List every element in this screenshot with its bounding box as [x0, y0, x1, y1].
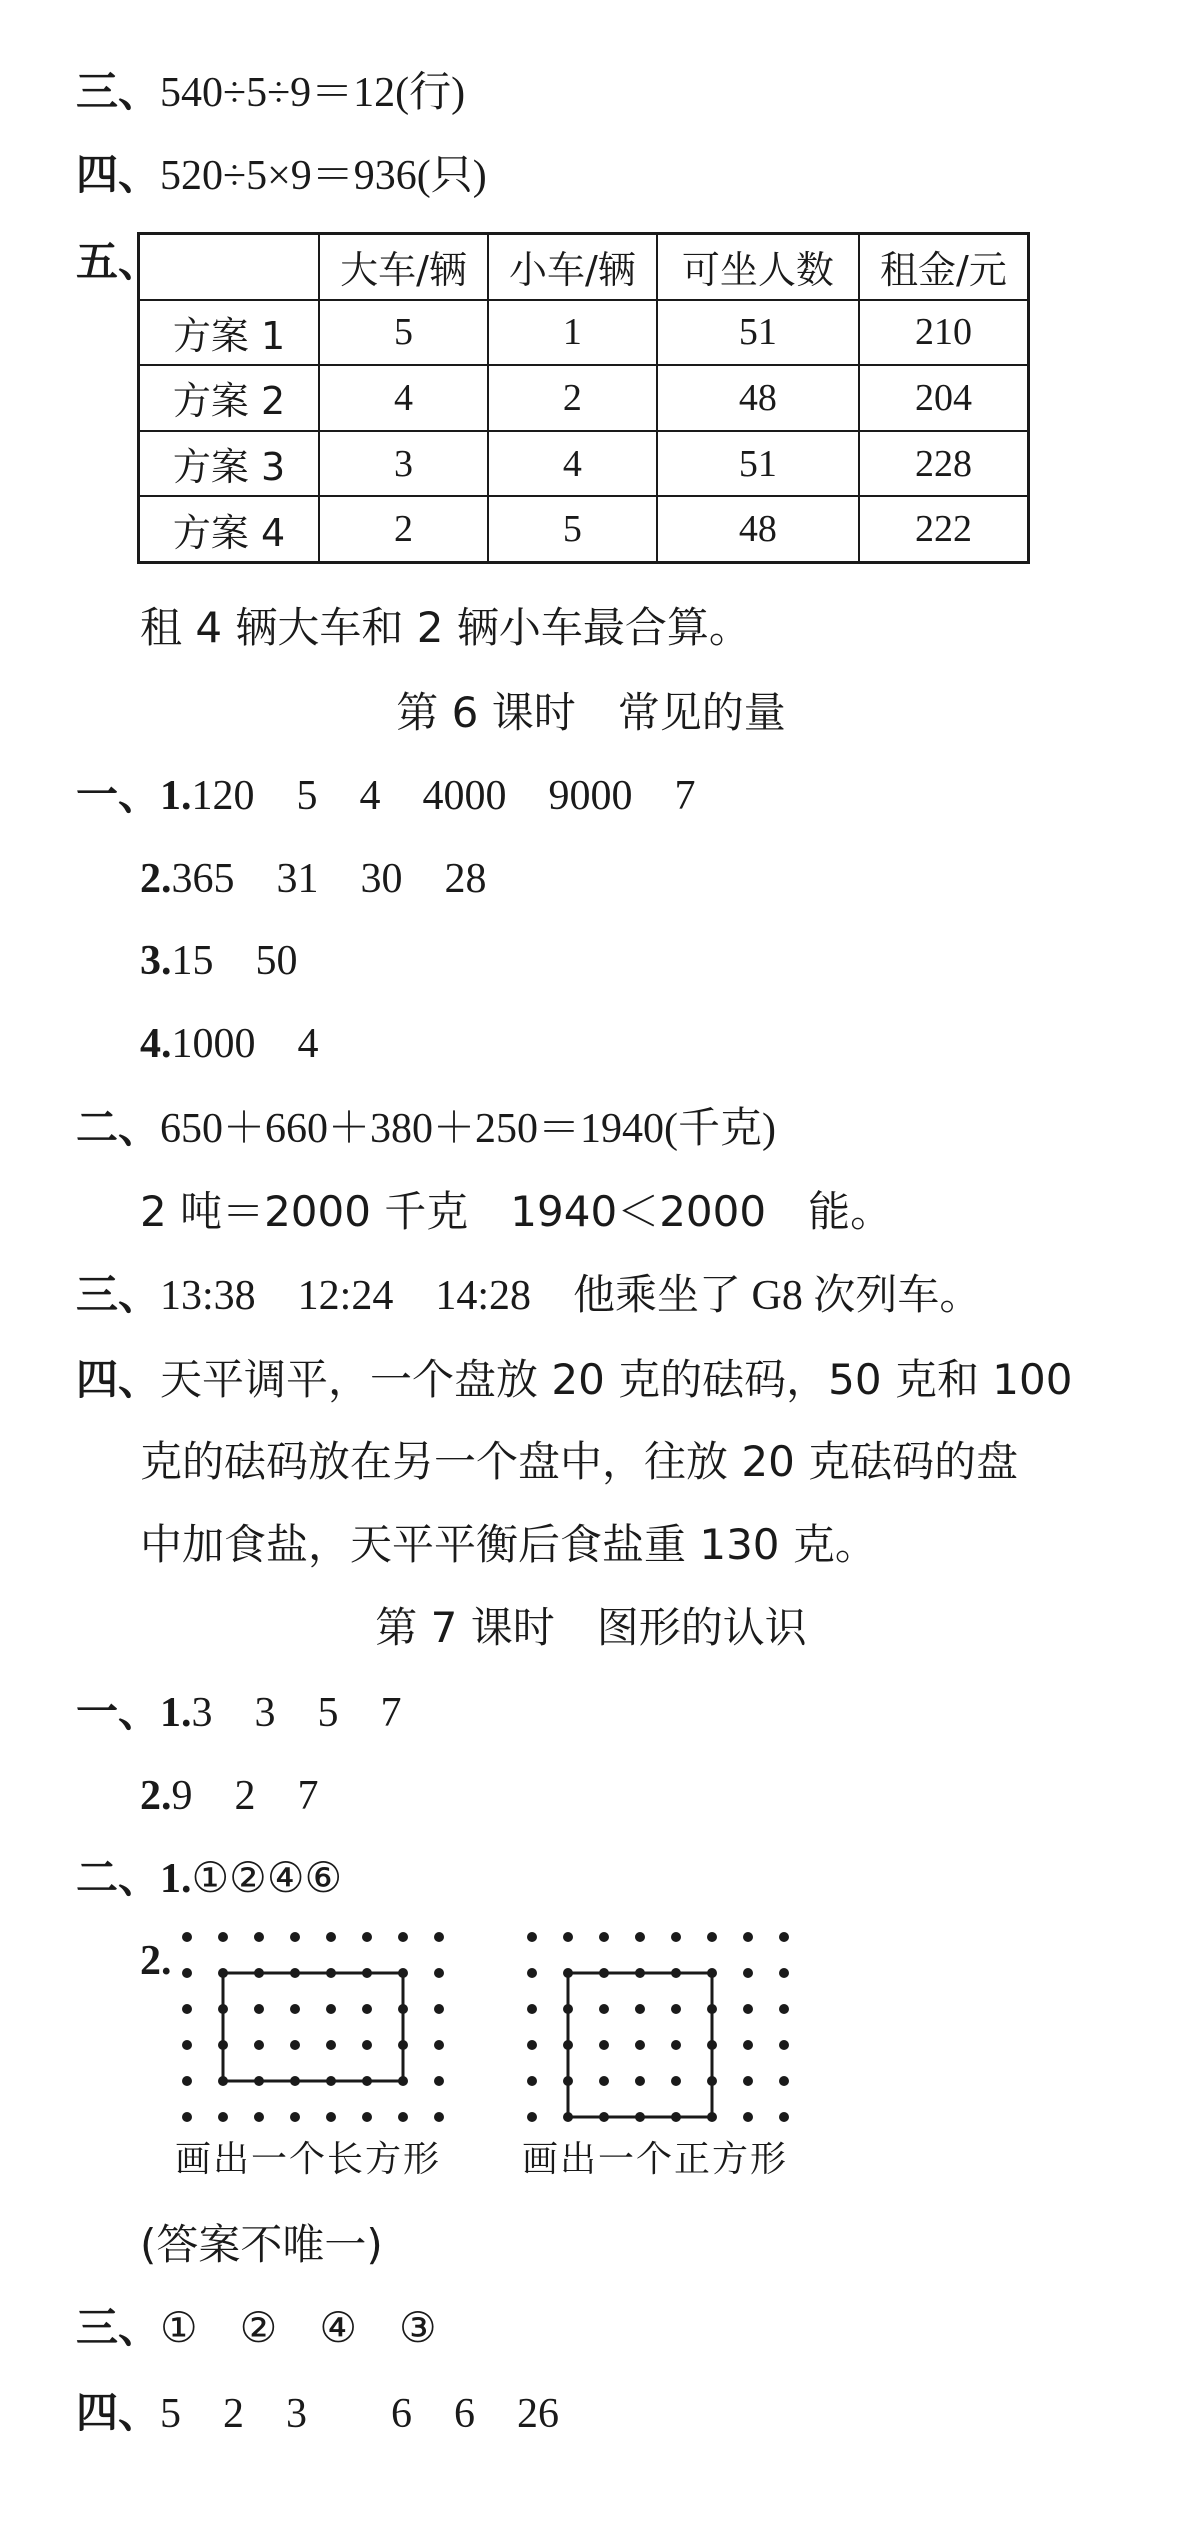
answer-line [76, 1682, 402, 1743]
question-marker: 三、 [76, 2303, 161, 2352]
grid-dot [599, 2004, 609, 2014]
grid-dot [254, 1932, 264, 1942]
grid-dot [779, 2112, 789, 2122]
grid-dot [527, 2076, 537, 2086]
answer-text: 1000 4 [171, 1021, 319, 1067]
table-cell: 4 [319, 365, 488, 431]
answer-text: ①②④⑥ [191, 1853, 343, 1902]
grid-dot [326, 1932, 336, 1942]
table-cell: 方案 2 [139, 365, 320, 431]
table-header-cell: 可坐人数 [657, 234, 859, 300]
answer-line [76, 2383, 559, 2444]
question-marker: 二、 [76, 1853, 161, 1902]
grid-caption-rectangle: 画出一个长方形 [175, 2139, 442, 2180]
table-header-row [139, 234, 1029, 300]
answer-text: 650＋660＋380＋250＝1940(千克) [160, 1106, 776, 1152]
item-number: 4. [140, 1021, 172, 1067]
table-cell: 5 [319, 300, 488, 366]
table-header-cell: 小车/辆 [488, 234, 657, 300]
table-cell: 2 [488, 365, 657, 431]
grid-caption-square: 画出一个正方形 [522, 2139, 789, 2180]
grid-dot [434, 2076, 444, 2086]
table-header-cell: 大车/辆 [319, 234, 488, 300]
table-cell: 方案 3 [139, 431, 320, 497]
answer-line [76, 1350, 1072, 1410]
grid-dot [398, 2112, 408, 2122]
answer-line [76, 2298, 437, 2358]
grid-dot [182, 1968, 192, 1978]
drawn-rectangle [223, 1973, 403, 2081]
grid-dot [362, 1932, 372, 1942]
question-marker: 一、 [76, 770, 161, 819]
grid-dot [635, 2040, 645, 2050]
grid-dot [362, 2112, 372, 2122]
item-number-line [140, 1930, 172, 1991]
answer-line-4 [76, 145, 487, 206]
answer-text: ① ② ④ ③ [160, 2303, 437, 2352]
grid-dot [182, 2076, 192, 2086]
grid-dot [254, 2112, 264, 2122]
table-cell: 方案 4 [139, 496, 320, 562]
grid-dot [254, 2004, 264, 2014]
question-marker: 三、 [76, 67, 161, 116]
item-number: 3. [140, 938, 172, 984]
grid-dot [290, 2112, 300, 2122]
grid-dot [290, 1932, 300, 1942]
item-number: 1. [160, 773, 192, 819]
grid-dot [671, 2004, 681, 2014]
grid-dot [362, 2040, 372, 2050]
grid-dot [434, 2112, 444, 2122]
table-cell: 4 [488, 431, 657, 497]
question-marker: 一、 [76, 1687, 161, 1736]
table-cell: 51 [657, 431, 859, 497]
grid-dot [671, 2040, 681, 2050]
item-number: 2. [140, 856, 172, 902]
table-cell: 1 [488, 300, 657, 366]
grid-dot [743, 2112, 753, 2122]
grid-dot [182, 2004, 192, 2014]
answer-text: 540÷5÷9＝12(行) [160, 70, 466, 116]
dot-grid-rectangle [175, 1925, 475, 2165]
table-cell: 48 [657, 365, 859, 431]
grid-dot [218, 2112, 228, 2122]
grid-dot [527, 2040, 537, 2050]
lesson-title: 第 7 课时 图形的认识 [375, 1603, 807, 1652]
grid-dot [527, 2004, 537, 2014]
grid-dot [599, 2076, 609, 2086]
grid-dot [743, 2076, 753, 2086]
grid-dot [527, 2112, 537, 2122]
lesson-title: 第 6 课时 常见的量 [396, 688, 786, 737]
table-row [139, 496, 1029, 562]
answer-line: 克的砝码放在另一个盘中，往放 20 克砝码的盘 [140, 1437, 1019, 1486]
question-marker: 四、 [76, 150, 161, 199]
table-header-cell [139, 234, 320, 300]
table-cell: 5 [488, 496, 657, 562]
question-marker: 二、 [76, 1103, 161, 1152]
table-cell: 51 [657, 300, 859, 366]
question-marker: 四、 [76, 1355, 161, 1404]
grid-dot [254, 2040, 264, 2050]
table-cell: 228 [859, 431, 1029, 497]
grid-dot [779, 1968, 789, 1978]
table-conclusion: 租 4 辆大车和 2 辆小车最合算。 [140, 603, 751, 652]
grid-dot [218, 1932, 228, 1942]
grid-dot [434, 2004, 444, 2014]
grid-dot [599, 2040, 609, 2050]
table-row [139, 365, 1029, 431]
dot-grid-square [520, 1925, 820, 2165]
answer-line-3 [76, 62, 465, 123]
answer-text: 天平调平，一个盘放 20 克的砝码，50 克和 100 [160, 1355, 1073, 1404]
answer-text: 365 31 30 28 [171, 856, 487, 902]
table-row [139, 300, 1029, 366]
grid-dot [398, 1932, 408, 1942]
answer-text: 13:38 12:24 14:28 他乘坐了 G8 次列车。 [160, 1273, 982, 1319]
grid-dot [599, 1932, 609, 1942]
grid-dot [434, 2040, 444, 2050]
question-marker: 四、 [76, 2388, 161, 2437]
answer-line [76, 1848, 342, 1909]
answer-line [140, 848, 487, 909]
rental-plan-table [137, 232, 1030, 564]
answer-text: 5 2 3 6 6 26 [160, 2391, 560, 2437]
table-header-cell: 租金/元 [859, 234, 1029, 300]
grid-dot [434, 1932, 444, 1942]
grid-dot [326, 2040, 336, 2050]
grid-dot [635, 2004, 645, 2014]
grid-dot [290, 2040, 300, 2050]
answer-text: 120 5 4 4000 9000 7 [191, 773, 696, 819]
grid-dot [743, 2040, 753, 2050]
table-row [139, 431, 1029, 497]
table-cell: 210 [859, 300, 1029, 366]
grid-dot [671, 1932, 681, 1942]
answer-text: 3 3 5 7 [191, 1690, 402, 1736]
table-cell: 方案 1 [139, 300, 320, 366]
grid-dot [707, 1932, 717, 1942]
table-cell: 204 [859, 365, 1029, 431]
answer-line [76, 1265, 981, 1326]
grid-dot [743, 1968, 753, 1978]
answer-line: 中加食盐，天平平衡后食盐重 130 克。 [140, 1520, 877, 1569]
grid-dot [635, 1932, 645, 1942]
table-cell: 222 [859, 496, 1029, 562]
answer-line [76, 1098, 776, 1159]
grid-dot [326, 2004, 336, 2014]
grid-dot [671, 2076, 681, 2086]
grid-dot [182, 2112, 192, 2122]
answer-text: 9 2 7 [171, 1773, 319, 1819]
answer-line: 2 吨＝2000 千克 1940＜2000 能。 [140, 1187, 893, 1236]
answer-note: (答案不唯一) [140, 2220, 383, 2269]
grid-dot [434, 1968, 444, 1978]
grid-dot [563, 1932, 573, 1942]
answer-line [76, 765, 696, 826]
grid-dot [182, 1932, 192, 1942]
grid-dot [779, 1932, 789, 1942]
answer-line [140, 1013, 319, 1074]
answer-line [140, 1765, 319, 1826]
grid-dot [326, 2112, 336, 2122]
grid-dot [779, 2004, 789, 2014]
grid-dot [779, 2076, 789, 2086]
grid-dot [527, 1968, 537, 1978]
grid-dot [743, 2004, 753, 2014]
question-marker-5: 五、 [76, 237, 161, 286]
answer-text: 15 50 [171, 938, 298, 984]
table-cell: 2 [319, 496, 488, 562]
grid-dot [743, 1932, 753, 1942]
grid-dot [635, 2076, 645, 2086]
item-number: 1. [160, 1856, 192, 1902]
grid-dot [779, 2040, 789, 2050]
grid-dot [290, 2004, 300, 2014]
item-number: 1. [160, 1690, 192, 1736]
answer-line [140, 930, 298, 991]
answer-text: 520÷5×9＝936(只) [160, 153, 487, 199]
grid-dot [527, 1932, 537, 1942]
grid-dot [182, 2040, 192, 2050]
question-marker: 三、 [76, 1270, 161, 1319]
table-cell: 3 [319, 431, 488, 497]
table-cell: 48 [657, 496, 859, 562]
item-number: 2. [140, 1938, 172, 1984]
grid-dot [362, 2004, 372, 2014]
item-number: 2. [140, 1773, 172, 1819]
